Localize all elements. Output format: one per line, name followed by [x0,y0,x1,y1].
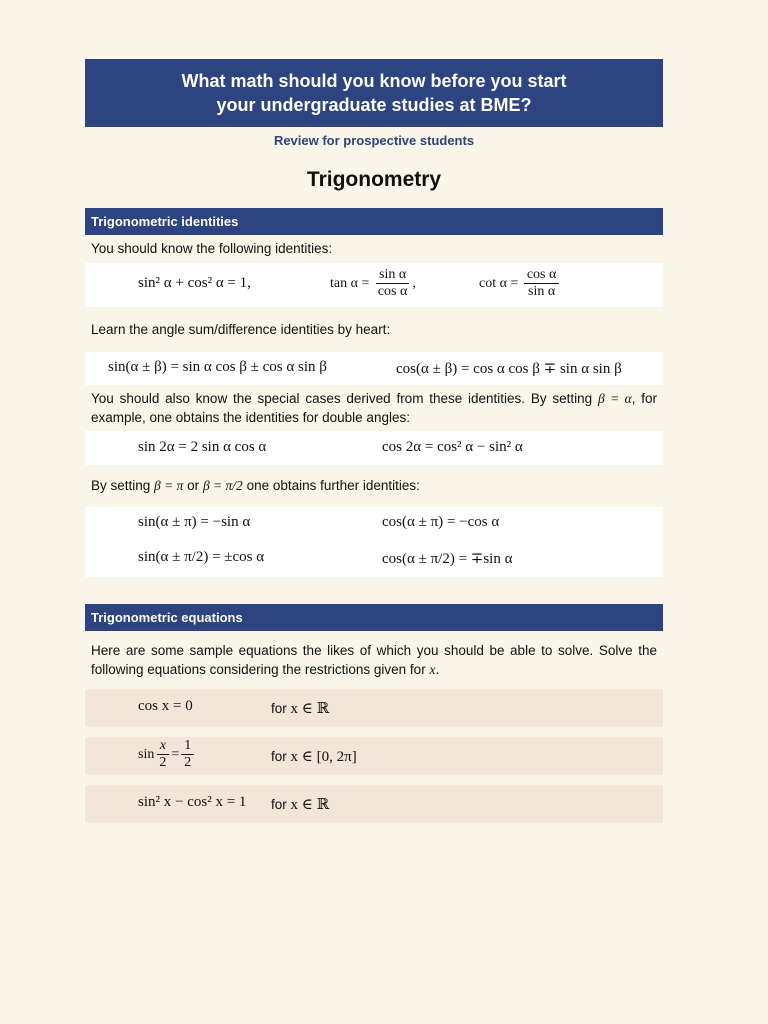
equations-intro-end: . [435,662,440,677]
cot-numerator: cos α [524,267,560,284]
equation-row [85,785,663,823]
equation-row [85,689,663,727]
cot-identity [479,267,561,300]
domain-set: x ∈ ℝ [290,797,330,813]
further-math1: β = π [154,478,184,493]
title-line-2: your undergraduate studies at BME? [216,95,532,115]
equation-2-arg-fraction [156,738,169,771]
arg-numerator: x [157,738,169,755]
equation-3: sin² x − cos² x = 1 [138,794,247,810]
sin-pi-identity: sin(α ± π) = −sin α [138,514,251,530]
special-intro-part2: , for example, one obtains the identities for double angles: [91,391,657,425]
further-identities-box [85,507,663,577]
section-heading-equations: Trigonometric equations [85,604,663,631]
equation-2 [138,738,196,771]
further-part1: By setting [91,478,151,493]
tan-identity [330,267,416,300]
section-heading-identities: Trigonometric identities [85,208,663,235]
tan-fraction [375,267,411,300]
for-label: for [271,797,287,812]
rhs-numerator: 1 [181,738,194,755]
page-title: Trigonometry [306,168,442,191]
equation-1-domain [271,699,329,718]
domain-set: x ∈ ℝ [290,701,330,717]
special-cases-intro [85,389,663,427]
further-intro [85,476,663,495]
for-label: for [271,749,287,764]
equation-3-domain [271,795,329,814]
equations-intro [85,641,663,679]
for-label: for [271,701,287,716]
double-angle-box [85,431,663,465]
title-line-1: What math should you know before you start [181,71,567,91]
further-math2: β = π/2 [202,478,243,493]
cot-fraction [524,267,560,300]
arg-denominator: 2 [159,755,167,771]
tan-tail: , [412,275,416,291]
tan-numerator: sin α [376,267,409,284]
cos-pi-identity: cos(α ± π) = −cos α [382,514,500,530]
equation-2-equals: = [171,746,180,762]
basic-identities-box [85,263,663,307]
sin-double-angle: sin 2α = 2 sin α cos α [138,439,267,455]
special-intro-math: β = α [597,391,632,406]
cos-sum-identity: cos(α ± β) = cos α cos β ∓ sin α sin β [396,361,622,377]
equation-2-rhs-fraction [181,738,194,771]
further-part3: one obtains further identities: [246,478,420,493]
equation-row [85,737,663,775]
tan-lhs: tan α = [330,275,370,291]
cot-lhs: cot α = [479,275,519,291]
equation-1: cos x = 0 [138,698,193,714]
identities-intro: You should know the following identities: [91,241,333,256]
special-intro-part1: You should also know the special cases derived from these identities. By setting [91,391,593,406]
sum-identities-box [85,352,663,385]
cot-denominator: sin α [528,284,556,300]
equations-intro-text: Here are some sample equations the likes of which you should be able to solve. Solve the following equations considering the restrictions given for [91,643,657,677]
tan-denominator: cos α [377,284,408,300]
equation-2-lhs: sin [138,746,155,762]
equations-intro-var: x [429,662,436,677]
equation-2-domain [271,747,357,766]
pythagorean-identity: sin² α + cos² α = 1, [138,275,251,291]
cos-double-angle: cos 2α = cos² α − sin² α [382,439,523,455]
sin-sum-identity: sin(α ± β) = sin α cos β ± cos α sin β [108,359,327,375]
subtitle: Review for prospective students [273,133,475,148]
further-part2: or [187,478,200,493]
rhs-denominator: 2 [184,755,192,771]
domain-set: x ∈ [0, 2π] [290,749,357,765]
sum-intro: Learn the angle sum/difference identities by heart: [91,322,391,337]
cos-half-pi-identity: cos(α ± π/2) = ∓sin α [382,551,513,567]
title-banner [85,59,663,127]
sin-half-pi-identity: sin(α ± π/2) = ±cos α [138,549,265,565]
